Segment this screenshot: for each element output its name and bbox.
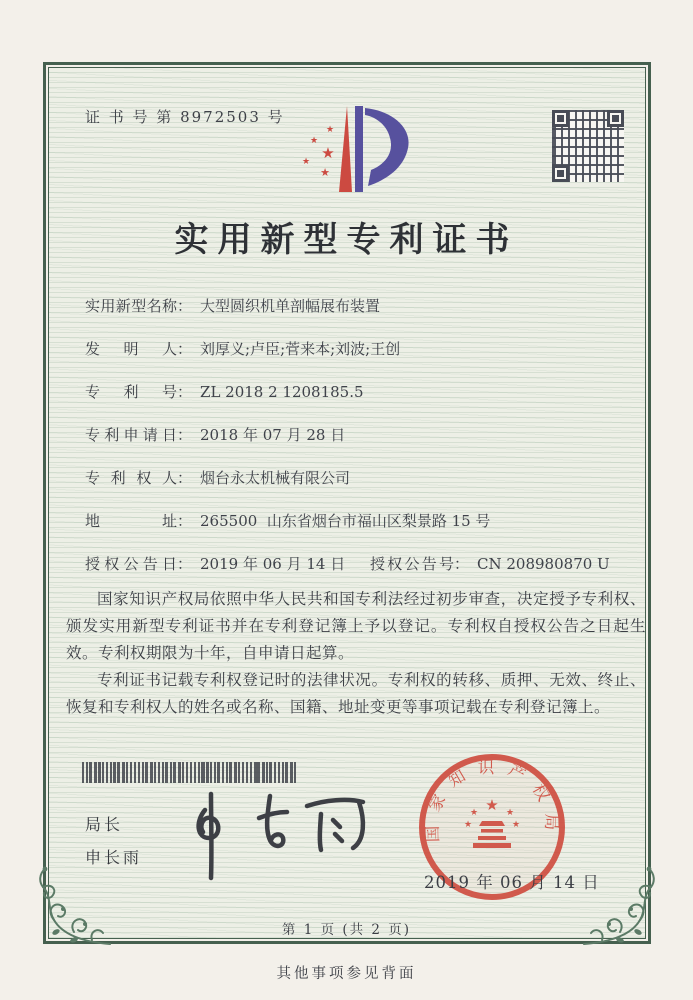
- svg-text:★: ★: [463, 820, 473, 830]
- field-row-filing-date: [85, 425, 633, 445]
- field-label: 实用新型名称: [85, 297, 177, 315]
- field-value: CN 208980870 U: [477, 555, 610, 573]
- back-side-note: 其他事项参见背面: [276, 966, 417, 982]
- logo-purple-bowl: [365, 108, 409, 186]
- field-value: 2018 年 07 月 28 日: [200, 426, 346, 444]
- field-value: 烟台永太机械有限公司: [200, 469, 351, 487]
- page-title: 实用新型专利证书: [174, 220, 519, 260]
- field-colon: ：: [177, 469, 193, 487]
- corner-flourish-icon: [30, 862, 116, 952]
- cnipa-logo-icon: [288, 96, 433, 208]
- qr-code: [552, 110, 624, 182]
- svg-text:★: ★: [469, 808, 479, 818]
- field-colon: ：: [177, 340, 193, 358]
- svg-text:★: ★: [485, 796, 499, 814]
- field-colon: ：: [454, 555, 470, 573]
- field-label: 发明人: [85, 340, 177, 358]
- field-value: 265500 山东省烟台市福山区梨景路 15 号: [200, 512, 491, 530]
- qr-finder-icon: [552, 165, 569, 182]
- field-row-address: [85, 511, 633, 531]
- barcode: [82, 762, 296, 783]
- field-colon: ：: [177, 555, 193, 573]
- logo-star-icon: ★: [325, 125, 335, 135]
- svg-text:★: ★: [505, 808, 515, 818]
- page-number-footer: 第 1 页 (共 2 页): [281, 922, 412, 938]
- field-label: 授权公告号: [370, 555, 454, 573]
- field-colon: ：: [177, 426, 193, 444]
- field-row-name: [85, 296, 633, 316]
- commissioner-title: 局长: [85, 815, 124, 834]
- field-label: 专利号: [85, 383, 177, 401]
- qr-finder-icon: [552, 110, 569, 127]
- field-row-patent-no: [85, 382, 633, 402]
- seal-date: 2019 年 06 月 14 日: [424, 873, 600, 892]
- legal-text-block: [66, 586, 646, 721]
- field-label: 专利申请日: [85, 426, 177, 444]
- certificate-number: 证 书 号 第 8972503 号: [85, 108, 285, 126]
- legal-paragraph-1: 国家知识产权局依照中华人民共和国专利法经过初步审查，决定授予专利权、颁发实用新型专利证书并在专利登记簿上予以登记。专利权自授权公告之日起生效。专利权期限为十年，自申请日起算。: [66, 590, 646, 662]
- logo-purple-bar: [355, 106, 363, 192]
- logo-red-wedge: [339, 106, 352, 192]
- svg-text:★: ★: [511, 820, 521, 830]
- commissioner-name: 申长雨: [85, 848, 143, 867]
- field-colon: ：: [177, 297, 193, 315]
- field-colon: ：: [177, 512, 193, 530]
- field-value: ZL 2018 2 1208185.5: [200, 383, 364, 401]
- qr-finder-icon: [607, 110, 624, 127]
- logo-star-icon: ★: [321, 144, 335, 162]
- logo-star-icon: ★: [309, 136, 319, 146]
- logo-star-icon: ★: [320, 166, 330, 179]
- field-label: 地址: [85, 512, 177, 530]
- field-colon: ：: [177, 383, 193, 401]
- field-value: 刘厚义;卢臣;菅来本;刘波;王创: [200, 340, 401, 358]
- logo-star-icon: ★: [301, 157, 311, 167]
- grant-number-group: [370, 554, 610, 574]
- commissioner-signature: [175, 788, 375, 883]
- seal-text: 国家知识产权局: [422, 757, 562, 843]
- field-value: 大型圆织机单剖幅展布装置: [200, 297, 381, 315]
- field-label: 专利权人: [85, 469, 177, 487]
- field-row-grant: [85, 554, 633, 574]
- field-value: 2019 年 06 月 14 日: [200, 555, 346, 573]
- field-row-patentee: [85, 468, 633, 488]
- field-row-inventors: [85, 339, 633, 359]
- field-list: [85, 296, 633, 597]
- legal-paragraph-2: 专利证书记载专利权登记时的法律状况。专利权的转移、质押、无效、终止、恢复和专利权人的姓名或名称、国籍、地址变更等事项记载在专利登记簿上。: [66, 671, 646, 716]
- field-label: 授权公告日: [85, 555, 177, 573]
